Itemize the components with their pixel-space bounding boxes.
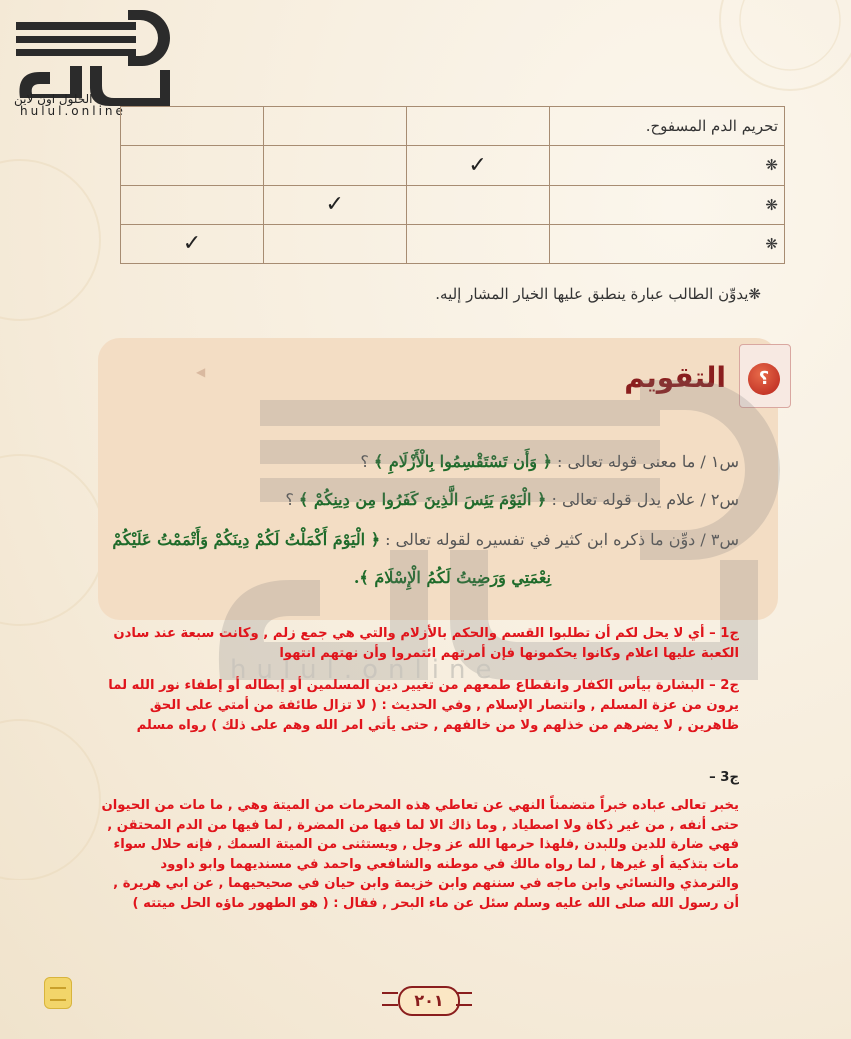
question-2-text: س٢ / علام يدل قوله تعالى :: [551, 490, 739, 509]
question-3-verse-end: نِعْمَتِي وَرَضِيتُ لَكُمُ الْإِسْلَامَ ﴾.: [353, 568, 551, 587]
ornament-left: [0, 120, 110, 880]
ornament-left-icon: [382, 992, 398, 1006]
ornament-top-right: [640, 0, 851, 110]
watermark-url: hulul.online: [230, 655, 502, 685]
page-number-badge: [382, 984, 472, 1014]
table-cell-bullet: ❋: [549, 224, 784, 263]
checkmark-icon: ✓: [263, 185, 406, 224]
table-cell-check: [263, 107, 406, 146]
question-3: [112, 530, 739, 549]
question-2-mark: ؟: [285, 490, 294, 509]
table-cell-check: [263, 224, 406, 263]
question-1: [360, 452, 739, 471]
table-row: [121, 224, 785, 263]
answer-3: يخبر تعالى عباده خبراً متضمناً النهي عن تعاطي هذه المحرمات من الميتة وهي , ما مات من الحيوان حتى أنفه , من غير ذكاة ولا اصطياد , وما ذاك الا لما فيها من المضرة , لما فيها من الدم المحتقن , فهي ضارة للدين وللبدن ,فلهذا حرمها الله عز وجل , ويستثنى من الميتة السمك , فإنه حلال سواء مات بتذكية أو غيرها , لما رواه مالك في موطنه والشافعي واحمد في مسنديهما وابو داوود والترمذي والنسائي وابن ماجه في سننهم وابن خزيمة وابن حيان في صحيحيهما , عن ابي هريرة , أن رسول الله صلى الله عليه وسلم سئل عن ماء البحر , فقال : ( هو الطهور ماؤه الحل ميتته ): [101, 798, 739, 911]
table-cell-check: [406, 224, 549, 263]
table-row: [121, 185, 785, 224]
table-cell-check: [121, 185, 264, 224]
answer-3-label: ج3 –: [709, 770, 739, 785]
table-row: [121, 146, 785, 185]
table-cell-check: [121, 107, 264, 146]
question-3-continued: [354, 568, 551, 587]
question-3-verse: ﴿ الْيَوْمَ أَكْمَلْتُ لَكُمْ دِينَكُمْ وَأَتْمَمْتُ عَلَيْكُمْ: [112, 530, 381, 549]
table-cell-bullet: ❋: [549, 185, 784, 224]
question-1-mark: ؟: [360, 452, 369, 471]
question-mark-icon: ؟: [748, 363, 780, 395]
evaluation-title: التقويم: [624, 361, 726, 394]
question-2-verse: ﴿ الْيَوْمَ يَئِسَ الَّذِينَ كَفَرُوا مِن دِينِكُمْ ﴾: [298, 490, 547, 509]
question-1-text: س١ / ما معنى قوله تعالى :: [557, 452, 739, 471]
book-corner-icon: [44, 977, 72, 1009]
question-2: [285, 490, 739, 509]
table-cell-check: [121, 146, 264, 185]
page-number: ٢٠١: [398, 986, 460, 1016]
table-cell-check: [263, 146, 406, 185]
answer-2: ج2 – البشارة بيأس الكفار وانقطاع طمعهم من تغيير دين المسلمين أو إبطاله أو إطفاء نور الله لما يرون من عزة المسلم , وانتصار الإسلام , وفي الحديث : ( لا تزال طائفة من أمتي على الحق ظاهرين , لا يضرهم من خذلهم ولا من خالفهم , حتى يأتي امر الله وهم على ذلك ) رواه مسلم: [108, 678, 739, 733]
table-cell-check: [406, 107, 549, 146]
table-note: ❋يدوِّن الطالب عبارة ينطبق عليها الخيار المشار إليه.: [435, 285, 761, 303]
classification-table: [120, 106, 785, 264]
question-1-verse: ﴿ وَأَن تَسْتَقْسِمُوا بِالْأَزْلَامِ ﴾: [373, 452, 552, 471]
ornament-right-icon: [456, 992, 472, 1006]
table-cell-label: تحريم الدم المسفوح.: [549, 107, 784, 146]
answer-1: ج1 – أي لا يحل لكم أن تطلبوا القسم والحكم بالأزلام والتي هي جمع زلم , وكانت سبعة عند سادن الكعبة عليها اعلام وكانوا يحكمونها فإن أمرتهم ائتمروا وأن نهتهم انتهوا: [113, 626, 739, 661]
evaluation-icon: [739, 344, 791, 408]
logo-subtitle: الحلول اون لاين: [14, 92, 93, 106]
table-cell-check: [406, 185, 549, 224]
panel-arrow-icon: ◀: [196, 365, 206, 379]
checkmark-icon: ✓: [121, 224, 264, 263]
table-cell-bullet: ❋: [549, 146, 784, 185]
table-row: [121, 107, 785, 146]
checkmark-icon: ✓: [406, 146, 549, 185]
question-3-text: س٣ / دوِّن ما ذكره ابن كثير في تفسيره لقوله تعالى :: [385, 530, 739, 549]
logo-url: hulul.online: [20, 104, 126, 118]
